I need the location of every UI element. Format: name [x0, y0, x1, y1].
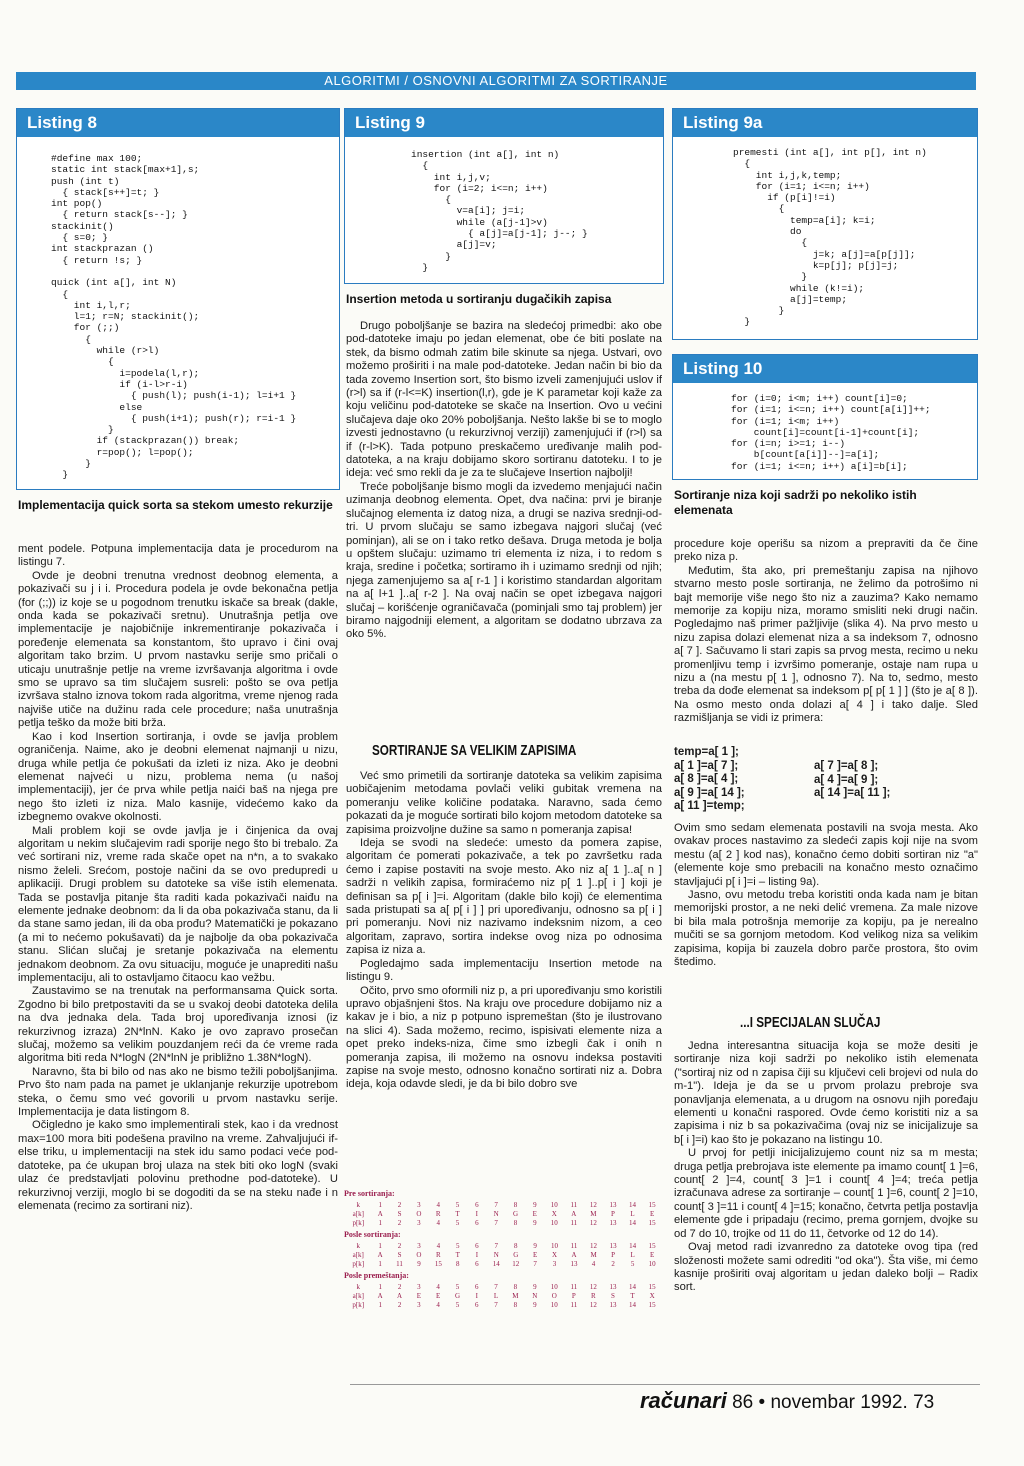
col3-paragraph: Jasno, ovu metodu treba koristiti onda kada nam je bitan memorijski prostor, a ne neki delić vremena. Za male nizove bi bila mala potrošnja memorije za kopiju, pa je nerealno mučiti se sa gornjom metodom. Kod velikog niza sa velikim zapisima, kopija bi zauzela dobro parče prostora, što ovim štedimo. — [674, 889, 978, 969]
figure-4-table-row — [346, 1218, 662, 1227]
figure-4-cell: S — [610, 1291, 615, 1300]
column-3-text-top — [674, 538, 978, 726]
figure-4-cell: 1 — [378, 1259, 382, 1268]
figure-4-cell: A — [571, 1209, 577, 1218]
figure-4-cell: 14 — [629, 1282, 636, 1291]
figure-4-cell: 4 — [436, 1241, 441, 1250]
listing-10-box — [672, 354, 978, 480]
figure-4-row-label: Posle sortiranja: — [344, 1230, 401, 1239]
figure-4-cell: 12 — [589, 1300, 597, 1309]
formula-left: temp=a[ 1 ]; a[ 1 ]=a[ 7 ]; a[ 8 ]=a[ 4 ]; a[ 9 ]=a[ 14 ]; a[ 11 ]=temp; — [674, 746, 745, 813]
figure-4-cell: 3 — [417, 1282, 421, 1291]
figure-4-cell: I — [475, 1209, 478, 1218]
figure-4-cell: 2 — [397, 1300, 402, 1309]
figure-4-cell: 4 — [436, 1218, 440, 1227]
figure-4-row-header: k — [356, 1200, 361, 1209]
figure-4-cell: 9 — [533, 1241, 537, 1250]
figure-4-cell: 7 — [494, 1300, 498, 1309]
figure-4-cell: E — [436, 1291, 441, 1300]
figure-4-cell: 7 — [494, 1200, 498, 1209]
figure-4-cell: 3 — [417, 1300, 421, 1309]
figure-4-cell: 11 — [570, 1241, 578, 1250]
figure-4-cell: 7 — [494, 1218, 498, 1227]
figure-4-cell: 10 — [550, 1218, 558, 1227]
col1-paragraph: ment podele. Potpuna implementacija data je procedurom na listingu 7. — [18, 543, 338, 569]
figure-4-table-row — [346, 1291, 662, 1300]
col2-paragraph: Treće poboljšanje bismo mogli da izvedemo menjajući način uzimanja deobnog elementa. Opet, dva načina: prvi je biranje slučajnog elementa iz datog niza, a drugi se naziva srednji-od-tri. U prvom slučaju se samo izbegava najgori slučaj (već pominjan), ali se on i tako retko dešava. Druga metoda je bolja u opštem slučaju: uzimamo tri elementa iz niza, i to redom s kraja, sredine i početka; sortiramo ih i uzimamo srednji od njih; njega zamenjujemo sa a[ r-1 ] i koristimo standardan algoritam na a[ l+1 ]..a[ r-2 ]. Na ovaj način se opet izbegava najgori slučaj – korišćenje ograničavača (pominjali smo taj problem) jer biramo najgodniji element, a algoritam se dodatno ubrzava za oko 5%. — [346, 480, 662, 641]
figure-4-cell: 1 — [378, 1282, 382, 1291]
figure-4-cell: P — [571, 1291, 576, 1300]
figure-4-cell: 11 — [570, 1218, 578, 1227]
footer-bullet: • — [758, 1392, 766, 1413]
figure-4-cell: O — [416, 1209, 422, 1218]
footer-issue: 86 — [732, 1392, 754, 1413]
figure-4-cell: 8 — [513, 1300, 518, 1309]
figure-4-row-header: a[k] — [352, 1291, 364, 1300]
figure-4-cell: E — [532, 1209, 537, 1218]
figure-4-cell: 1 — [378, 1241, 382, 1250]
figure-4-cell: 4 — [436, 1300, 440, 1309]
figure-4-cell: 11 — [570, 1282, 578, 1291]
figure-4-index-table — [344, 1186, 662, 1309]
figure-4-cell: E — [533, 1250, 538, 1259]
col3-paragraph: U prvoj for petlji inicijalizujemo count niz sa m mesta; druga petlja prebrojava iste elemente pa imamo count[ 1 ]=6, count[ 2 ]=4, count[ 3 ]=1 i count[ 4 ]=4; treća petlja izračunava adrese za sortiranje – count[ 1 ]=6, count[ 2 ]=10, count[ 3 ]=11 i count[ 4 ]=15; konačno, četvrta petlja postavlja elemente gde i pripadaju (recimo, prema gornjem, dvojke su od 7 do 10, trojke od 11 do 11, četvorke od 12 do 14). — [674, 1147, 978, 1240]
col1-paragraph: Ovde je deobni trenutna vrednost deobnog elementa, a pokazivači su j i i. Procedura podela je ovde bekonačna petlja (for (;;)) iz koje se u pogodnom trenutku iskače sa break (dakle, onda kada se pokazivači sretnu). Unutrašnja petlja ove implementacije je najobičnije inkrementiranje pokazivača i poređenje elemenata sa konstantom, što upravo i čini ovaj algoritam tako brzim. U prvom nastavku serije smo pričali o uticaju unutrašnje petlje na vreme izvršavanja algoritma i ovde smo se upravo sa tim slučajem susreli: pošto se ova petlja izvršava stalno iznova tokom rada algoritma, vreme njenog rada najviše utiče na dužinu rada cele procedure; naša unutrašnja petlja teško da može biti brža. — [18, 569, 338, 730]
figure-4-cell: N — [532, 1291, 538, 1300]
listing-9-title: Listing 9 — [345, 109, 663, 137]
figure-4-cell: 3 — [417, 1241, 421, 1250]
figure-4-cell: 14 — [629, 1200, 637, 1209]
figure-4-cell: T — [455, 1209, 460, 1218]
figure-4-cell: 13 — [609, 1218, 617, 1227]
listing-9a-code: premesti (int a[], int p[], int n) { int i,j,k,temp; for (i=1; i<=n; i++) if (p[i]!=i) { temp=a[i]; k=i; do { j=k; a[j]=a[p[j]]; k=p[j]; p[j]=j; } while (k!=i); a[j]=temp; } } — [733, 147, 927, 328]
figure-4-cell: L — [630, 1209, 635, 1218]
footer-page-number: 73 — [913, 1392, 935, 1413]
figure-4-cell: L — [493, 1291, 499, 1300]
figure-4-cell: X — [649, 1291, 655, 1300]
figure-4-cell: 6 — [475, 1200, 479, 1209]
figure-4-cell: 6 — [475, 1259, 479, 1268]
figure-4-cell: 13 — [570, 1259, 578, 1268]
figure-4-row-header: a[k] — [352, 1250, 364, 1259]
col1-paragraph: Očigledno je kako smo implementirali stek, kao i da vrednost max=100 mora biti podešena pravilno na vreme. Zahvaljujući if-else triku, u implementaciji na stek idu samo podaci veće pod-datoteke, pa će ukupan broj ulaza na stek biti oko logN (svaki ulaz će predstavljati polovinu prethodne pod-datoteke). U rekurzivnoj verziji, moglo bi se dogoditi da se na steku nađe i n elemenata (recimo za sortirani niz). — [18, 1119, 338, 1212]
figure-4-cell: 9 — [417, 1259, 421, 1268]
figure-4-cell: 12 — [589, 1282, 597, 1291]
figure-4-cell: N — [493, 1209, 499, 1218]
figure-4-cell: 8 — [513, 1200, 518, 1209]
col3-paragraph: Ovim smo sedam elemenata postavili na svoja mesta. Ako ovakav proces nastavimo za sledeći zapis koji nije na svom mestu (a[ 2 ] kod nas), konačno ćemo dobiti sortiran niz "a" (elemente koje smo prebacili na konačno mesto označimo stavljajući p[ i ]=i – listing 9a). — [674, 822, 978, 888]
figure-4-table — [346, 1282, 662, 1309]
figure-4-cell: 10 — [648, 1259, 656, 1268]
figure-4-cell: 5 — [455, 1300, 460, 1309]
listing-9-code: insertion (int a[], int n) { int i,j,v; for (i=2; i<=n; i++) { v=a[i]; j=i; while (a[j-1]>v) { a[j]=a[j-1]; j--; } a[j]=v; } } — [411, 149, 588, 273]
figure-4-row-header: k — [356, 1241, 360, 1250]
column-2-text-top — [346, 320, 662, 642]
figure-4-table-row — [346, 1300, 662, 1309]
figure-4-cell: I — [475, 1291, 478, 1300]
listing-8-box — [16, 108, 340, 490]
figure-4-row-header: p[k] — [352, 1218, 365, 1227]
figure-4-table-row — [346, 1200, 662, 1209]
figure-4-table — [346, 1200, 662, 1227]
figure-4-cell: T — [455, 1250, 460, 1259]
figure-4-cell: 5 — [455, 1241, 460, 1250]
figure-4-cell: 14 — [629, 1300, 636, 1309]
figure-4-table-row — [346, 1259, 662, 1268]
figure-4-cell: 3 — [417, 1218, 421, 1227]
col1-paragraph: Naravno, šta bi bilo od nas ako ne bismo težili poboljšanjima. Prvo što nam pada na pamet je uklanjanje rekurzije upotrebom steka, o čemu smo već govorili u prvom nastavku serije. Implementacija je data listingom 8. — [18, 1065, 338, 1119]
figure-4-cell: A — [377, 1250, 383, 1259]
listing-8-caption: Implementacija quick sorta sa stekom umesto rekurzije — [18, 498, 333, 512]
figure-4-cell: I — [475, 1250, 479, 1259]
figure-4-cell: 7 — [494, 1282, 498, 1291]
figure-4-cell: P — [611, 1209, 615, 1218]
figure-4-cell: 5 — [455, 1282, 460, 1291]
figure-4-cell: 13 — [609, 1282, 617, 1291]
figure-4-row-header: k — [356, 1282, 361, 1291]
col2-paragraph: Drugo poboljšanje se bazira na sledećoj primedbi: ako obe pod-datoteke imaju po jedan elemenat, obe će biti poslate na stek, da bismo odmah zatim bile skinute sa njega. Ustvari, ovo možemo proširiti i na male pod-datoteke. Jedan način bi bio da tada zovemo Insertion sort, što bismo izveli zamenjujući uslov if (r>l) sa if (r-l<=K) insertion(l,r), gde je K parametar koji kaže za koju veličinu pod-datoteke se skače na Insertion. Ovo u većini slučajeva daje oko 20% poboljšanja. Nešto lakše bi se to moglo izvesti jednostavno (u rekurzivnoj verziji) zamenjujući if (r>l) sa if (r-l>K). Tada potpuno preskačemo uređivanje malih pod-datoteka, a na kraju dobijamo skoro sortiranu datoteku. I to je ideja: već smo rekli da je za te slučajeve Insertion najbolji! — [346, 320, 662, 480]
figure-4-cell: R — [435, 1209, 441, 1218]
figure-4-cell: 15 — [648, 1300, 656, 1309]
figure-4-row-label: Pre sortiranja: — [344, 1189, 395, 1198]
section-heading-large-records: SORTIRANJE SA VELIKIM ZAPISIMA — [372, 742, 577, 759]
figure-4-cell: O — [551, 1291, 557, 1300]
col2-paragraph: Očito, prvo smo oformili niz p, a pri upoređivanju smo koristili upravo objašnjeni štos. Na kraju ove procedure dobijamo niz a kakav je i bio, a niz p potpuno ispremeštan (što je ilustrovano na slici 4). Sada možemo, recimo, ispisivati elemente niza a opet preko indeks-niza, čime smo izbegli čak i onih n pomeranja zapisa, ili možemo na osnovu indeksa postaviti zapise na svoje mesto, odnosno konačno sortirati niz a. Dobra ideja, koja odavde sledi, je da bi bilo dobro sve — [346, 984, 662, 1091]
footer-rule — [350, 1384, 980, 1385]
figure-4-cell: 15 — [648, 1241, 656, 1250]
listing-9a-title: Listing 9a — [673, 109, 977, 137]
listing-10-title: Listing 10 — [673, 355, 977, 383]
col3-paragraph: Jedna interesantna situacija koja se može desiti je sortiranje niza koji sadrži po nekoliko istih elemenata ("sortiraj niz od n zapisa čiji su ključevi celi brojevi od nula do m-1"). Ideja je da se u prvom prolazu prebroje sva ponavljanja elemenata, a u drugom na osnovu njih poređaju elementi u konačni raspored. Ovde ćemo koristiti niz a sa zapisima i niz b sa pokazivačima (ovaj niz se inicijalizuje sa b[ i ]=i) kao što je pokazano na listingu 10. — [674, 1040, 978, 1146]
listing-10-code: for (i=0; i<m; i++) count[i]=0; for (i=1; i<=n; i++) count[a[i]]++; for (i=1; i<m; i++) count[i]=count[i-1]+count[i]; for (i=n; i>=1; i--) b[count[a[i]]--]=a[i]; for (i=1; i<=n; i++) a[i]=b[i]; — [731, 393, 931, 472]
figure-4-row-header: p[k] — [352, 1300, 365, 1309]
figure-4-cell: A — [377, 1209, 383, 1218]
figure-4-cell: 9 — [533, 1200, 537, 1209]
figure-4-row-header: p[k] — [352, 1259, 365, 1268]
figure-4-cell: 15 — [648, 1200, 656, 1209]
col2-paragraph: Već smo primetili da sortiranje datoteka sa velikim zapisima uobičajenim metodama povlači veliki gubitak vremena na pomeranju velike količine podataka. Naravno, sada ćemo pokazati da je moguće sortirati bilo kojom metodom datoteke sa zapisima proizvoljne dužine sa samo n pomeranja zapisa! — [346, 770, 662, 836]
figure-4-cell: M — [590, 1209, 597, 1218]
figure-4-cell: 4 — [436, 1282, 440, 1291]
figure-4-table — [346, 1241, 662, 1268]
col2-paragraph: Pogledajmo sada implementaciju Insertion metode na listingu 9. — [346, 957, 662, 984]
figure-4-cell: 9 — [533, 1300, 537, 1309]
figure-4-cell: A — [377, 1291, 383, 1300]
figure-4-cell: 7 — [494, 1241, 498, 1250]
figure-4-cell: G — [454, 1291, 461, 1300]
figure-4-cell: S — [397, 1209, 402, 1218]
figure-4-cell: 6 — [475, 1300, 479, 1309]
figure-4-cell: 13 — [609, 1200, 617, 1209]
figure-4-cell: 2 — [397, 1200, 402, 1209]
figure-4-table-row — [346, 1250, 662, 1259]
figure-4-cell: R — [436, 1250, 441, 1259]
figure-4-cell: E — [416, 1291, 422, 1300]
figure-4-cell: 3 — [417, 1200, 421, 1209]
figure-4-cell: 5 — [455, 1218, 460, 1227]
figure-4-cell: 12 — [590, 1241, 598, 1250]
figure-4-cell: O — [416, 1250, 422, 1259]
figure-4-cell: 8 — [455, 1259, 460, 1268]
figure-4-cell: 13 — [609, 1241, 617, 1250]
figure-4-cell: 9 — [533, 1218, 537, 1227]
col2-paragraph: Ideja se svodi na sledeće: umesto da pomera zapise, algoritam će pomerati pokazivače, a tek po završetku rada ćemo i zapise postaviti na svoje mesto. Ako niz a[ 1 ]..a[ n ] sadrži n velikih zapisa, formiraćemo niz p[ 1 ]..p[ i ] koji je definisan sa p[ i ]=i. Algoritam (dakle bilo koji) će elementima sada pristupati sa a[ p[ i ] ] pri upoređivanju, odnosno sa p[ i ] pri pomeranju. Novi niz nazivamo indeksnim nizom, a ceo algoritam, zapravo, sortira indekse ovog niza po odnosima zapisa iz niza a. — [346, 837, 662, 957]
footer-date: novembar 1992. — [770, 1392, 908, 1413]
figure-4-cell: 6 — [475, 1241, 479, 1250]
figure-4-cell: 5 — [630, 1259, 635, 1268]
figure-4-cell: 10 — [551, 1241, 559, 1250]
figure-4-cell: N — [493, 1250, 499, 1259]
listing-8-code: #define max 100; static int stack[max+1],s; push (int t) { stack[s++]=t; } int pop() { return stack[s--]; } stackinit() { s=0; } int stackprazan () { return !s; } quick (int a[], int N) { int i,l,r; l=1; r=N; stackinit(); for (;;) { while (r>l) { i=podela(l,r); if (i-l>r-i) { push(l); push(i-1); l=i+1 } else { push(i+1); push(r); r=i-1 } } if (stackprazan()) break; r=pop(); l=pop(); } } — [51, 153, 297, 481]
figure-4-cell: 9 — [533, 1282, 537, 1291]
figure-4-cell: T — [630, 1291, 635, 1300]
figure-4-cell: 1 — [378, 1200, 382, 1209]
col1-paragraph: Mali problem koji se ovde javlja je i činjenica da ovaj algoritam u nekim slučajevim radi sporije nego što bi trebalo. Za već sortirani niz, vreme rada skače opet na n*n, a to svakako nismo želeli. Srećom, postoje načini da se ovo predupredi u aplikaciji. Drugi problem su datoteke sa više istih elemenata. Tada se postavlja pitanje šta raditi kada pokazivači naiđu na elemente jednake deobnom: da li da oba pokazivača stanu, da li da stane samo jedan, ili da oba prođu? Matematički je pokazano (a mi to nećemo pokušavati) da je najbolje da oba pokazivača stanu. Slićan slučaj je sretanje pokazivača na elementu jednakom deobnom. Za ovu situaciju, moguće je unaprediti našu implementaciju, ali to ostavljamo čitaocu kao vežbu. — [18, 824, 338, 984]
figure-4-cell: 15 — [648, 1282, 656, 1291]
figure-4-cell: G — [513, 1250, 519, 1259]
figure-4-cell: A — [571, 1250, 577, 1259]
figure-4-cell: R — [591, 1291, 596, 1300]
footer-brand: računari — [640, 1388, 727, 1413]
figure-4-cell: 4 — [591, 1259, 596, 1268]
figure-4-cell: 10 — [550, 1200, 558, 1209]
col3-paragraph: Međutim, šta ako, pri premeštanju zapisa na njihovo stvarno mesto posle sortiranja, ne želimo da potrošimo ni bajt memorije više nego što niz a zauzima? Kako nemamo memorije za kopiju niza, moramo smisliti neki drugi način. Pogledajmo naš primer pažljivije (slika 4). Na prvo mesto u nizu zapisa dolazi elemenat niza a sa indeksom 7, odnosno a[ 7 ]. Sačuvamo li stari zapis sa prvog mesta, recimo u neku promenljivu temp i izvršimo pomeranje, ostaje nam rupa u nizu a (na mestu p[ 1 ], odnosno 7). Na to, sedmo, mesto treba da dođe elemenat sa indeksom p[ p[ 1 ] ] (što je a[ 8 ]). Na osmo mesto onda dolazi a[ 4 ] i tako dalje. Sled razmišljanja se vidi iz primera: — [674, 564, 978, 725]
figure-4-cell: 15 — [648, 1218, 656, 1227]
figure-4-cell: S — [397, 1250, 402, 1259]
figure-4-cell: 2 — [397, 1218, 402, 1227]
figure-4-cell: 12 — [512, 1259, 520, 1268]
figure-4-row-header: a[k] — [352, 1209, 364, 1218]
figure-4-cell: 2 — [397, 1241, 402, 1250]
figure-4-table-row — [346, 1209, 662, 1218]
column-1-text — [18, 543, 338, 1213]
listing-9-caption: Insertion metoda u sortiranju dugačikih zapisa — [346, 292, 612, 306]
section-heading-special-case: ...I SPECIJALAN SLUČAJ — [740, 1014, 881, 1031]
figure-4-cell: A — [397, 1291, 403, 1300]
listing-9a-box — [672, 108, 978, 340]
col3-paragraph: Ovaj metod radi izvanredno za datoteke ovog tipa (red složenosti možete sami odrediti "od oka"). Šta više, mi ćemo kasnije proširiti ovaj algoritam u jedan daleko bolji – Radix sort. — [674, 1241, 978, 1294]
figure-4-cell: M — [590, 1250, 597, 1259]
figure-4-cell: 10 — [550, 1282, 558, 1291]
figure-4-cell: 8 — [513, 1282, 518, 1291]
figure-4-cell: 4 — [436, 1200, 440, 1209]
figure-4-cell: 2 — [397, 1282, 402, 1291]
figure-4-cell: 8 — [513, 1218, 518, 1227]
figure-4-cell: L — [630, 1250, 635, 1259]
figure-4-cell: 10 — [550, 1300, 558, 1309]
figure-4-cell: 12 — [589, 1200, 597, 1209]
formula-right: a[ 7 ]=a[ 8 ]; a[ 4 ]=a[ 9 ]; a[ 14 ]=a[ 11 ]; — [814, 760, 891, 800]
figure-4-cell: 13 — [609, 1300, 617, 1309]
figure-4-cell: 5 — [455, 1200, 460, 1209]
figure-4-cell: X — [551, 1209, 557, 1218]
col1-paragraph: Zaustavimo se na trenutak na performansama Quick sorta. Zgodno bi bilo pretpostaviti da se u svakoj deobi datoteka delila na dva jednaka dela. Tada broj upoređivanja iznosi (iz rekurzivnog izraza) 2N*lnN. Kako je ovo zapravo prosečan slučaj, možemo sa velikim pouzdanjem reći da će vreme rada algoritma biti reda N*logN (2N*lnN je približno 1.38N*logN). — [18, 985, 338, 1065]
figure-4-cell: 11 — [570, 1300, 578, 1309]
figure-4-cell: E — [650, 1250, 655, 1259]
figure-4-table-row — [346, 1282, 662, 1291]
figure-4-cell: 11 — [396, 1259, 403, 1268]
figure-4-cell: 15 — [434, 1259, 442, 1268]
column-3-text-bottom — [674, 1040, 978, 1295]
figure-4-table-row — [346, 1241, 662, 1250]
figure-4-cell: X — [551, 1250, 558, 1259]
col3-paragraph: procedure koje operišu sa nizom a prepraviti da če čine preko niza p. — [674, 538, 978, 564]
figure-4-cell: 3 — [552, 1259, 557, 1268]
column-3-text-middle — [674, 822, 978, 969]
figure-4-cell: 14 — [629, 1241, 637, 1250]
figure-4-cell: 11 — [570, 1200, 578, 1209]
figure-4-cell: 1 — [378, 1218, 382, 1227]
figure-4-cell: P — [611, 1250, 616, 1259]
running-header: ALGORITMI / OSNOVNI ALGORITMI ZA SORTIRANJE — [16, 72, 976, 90]
listing-10-caption: Sortiranje niza koji sadrži po nekoliko istih elemenata — [674, 488, 917, 517]
figure-4-cell: 14 — [629, 1218, 637, 1227]
figure-4-cell: 14 — [492, 1259, 500, 1268]
col1-paragraph: Kao i kod Insertion sortiranja, i ovde se javlja problem ograničenja. Naime, ako je deobni elemenat najmanji u nizu, druga while petlja će pokušati da izleti iz niza. Ako je deobni elemenat najveći u nizu, problema nema (u našoj implementaciji), jer će prva while petlja naići baš na njega pre nego što izleti iz niza. Malo kasnije, videćemo kako da izbegnemo ovakve okolnosti. — [18, 730, 338, 824]
figure-4-cell: 8 — [514, 1241, 518, 1250]
figure-4-cell: M — [512, 1291, 519, 1300]
figure-4-cell: 1 — [378, 1300, 382, 1309]
page-footer — [640, 1388, 934, 1414]
figure-4-cell: 2 — [611, 1259, 615, 1268]
figure-4-row-label: Posle premeštanja: — [344, 1271, 409, 1280]
figure-4-cell: 6 — [475, 1282, 479, 1291]
listing-9-box — [344, 108, 664, 284]
figure-4-cell: 6 — [475, 1218, 479, 1227]
figure-4-cell: 12 — [589, 1218, 597, 1227]
figure-4-cell: E — [650, 1209, 655, 1218]
listing-8-title: Listing 8 — [17, 109, 339, 137]
figure-4-cell: 7 — [533, 1259, 537, 1268]
figure-4-cell: G — [512, 1209, 519, 1218]
figure-4-rows — [344, 1189, 662, 1309]
column-2-text-bottom — [346, 770, 662, 1092]
